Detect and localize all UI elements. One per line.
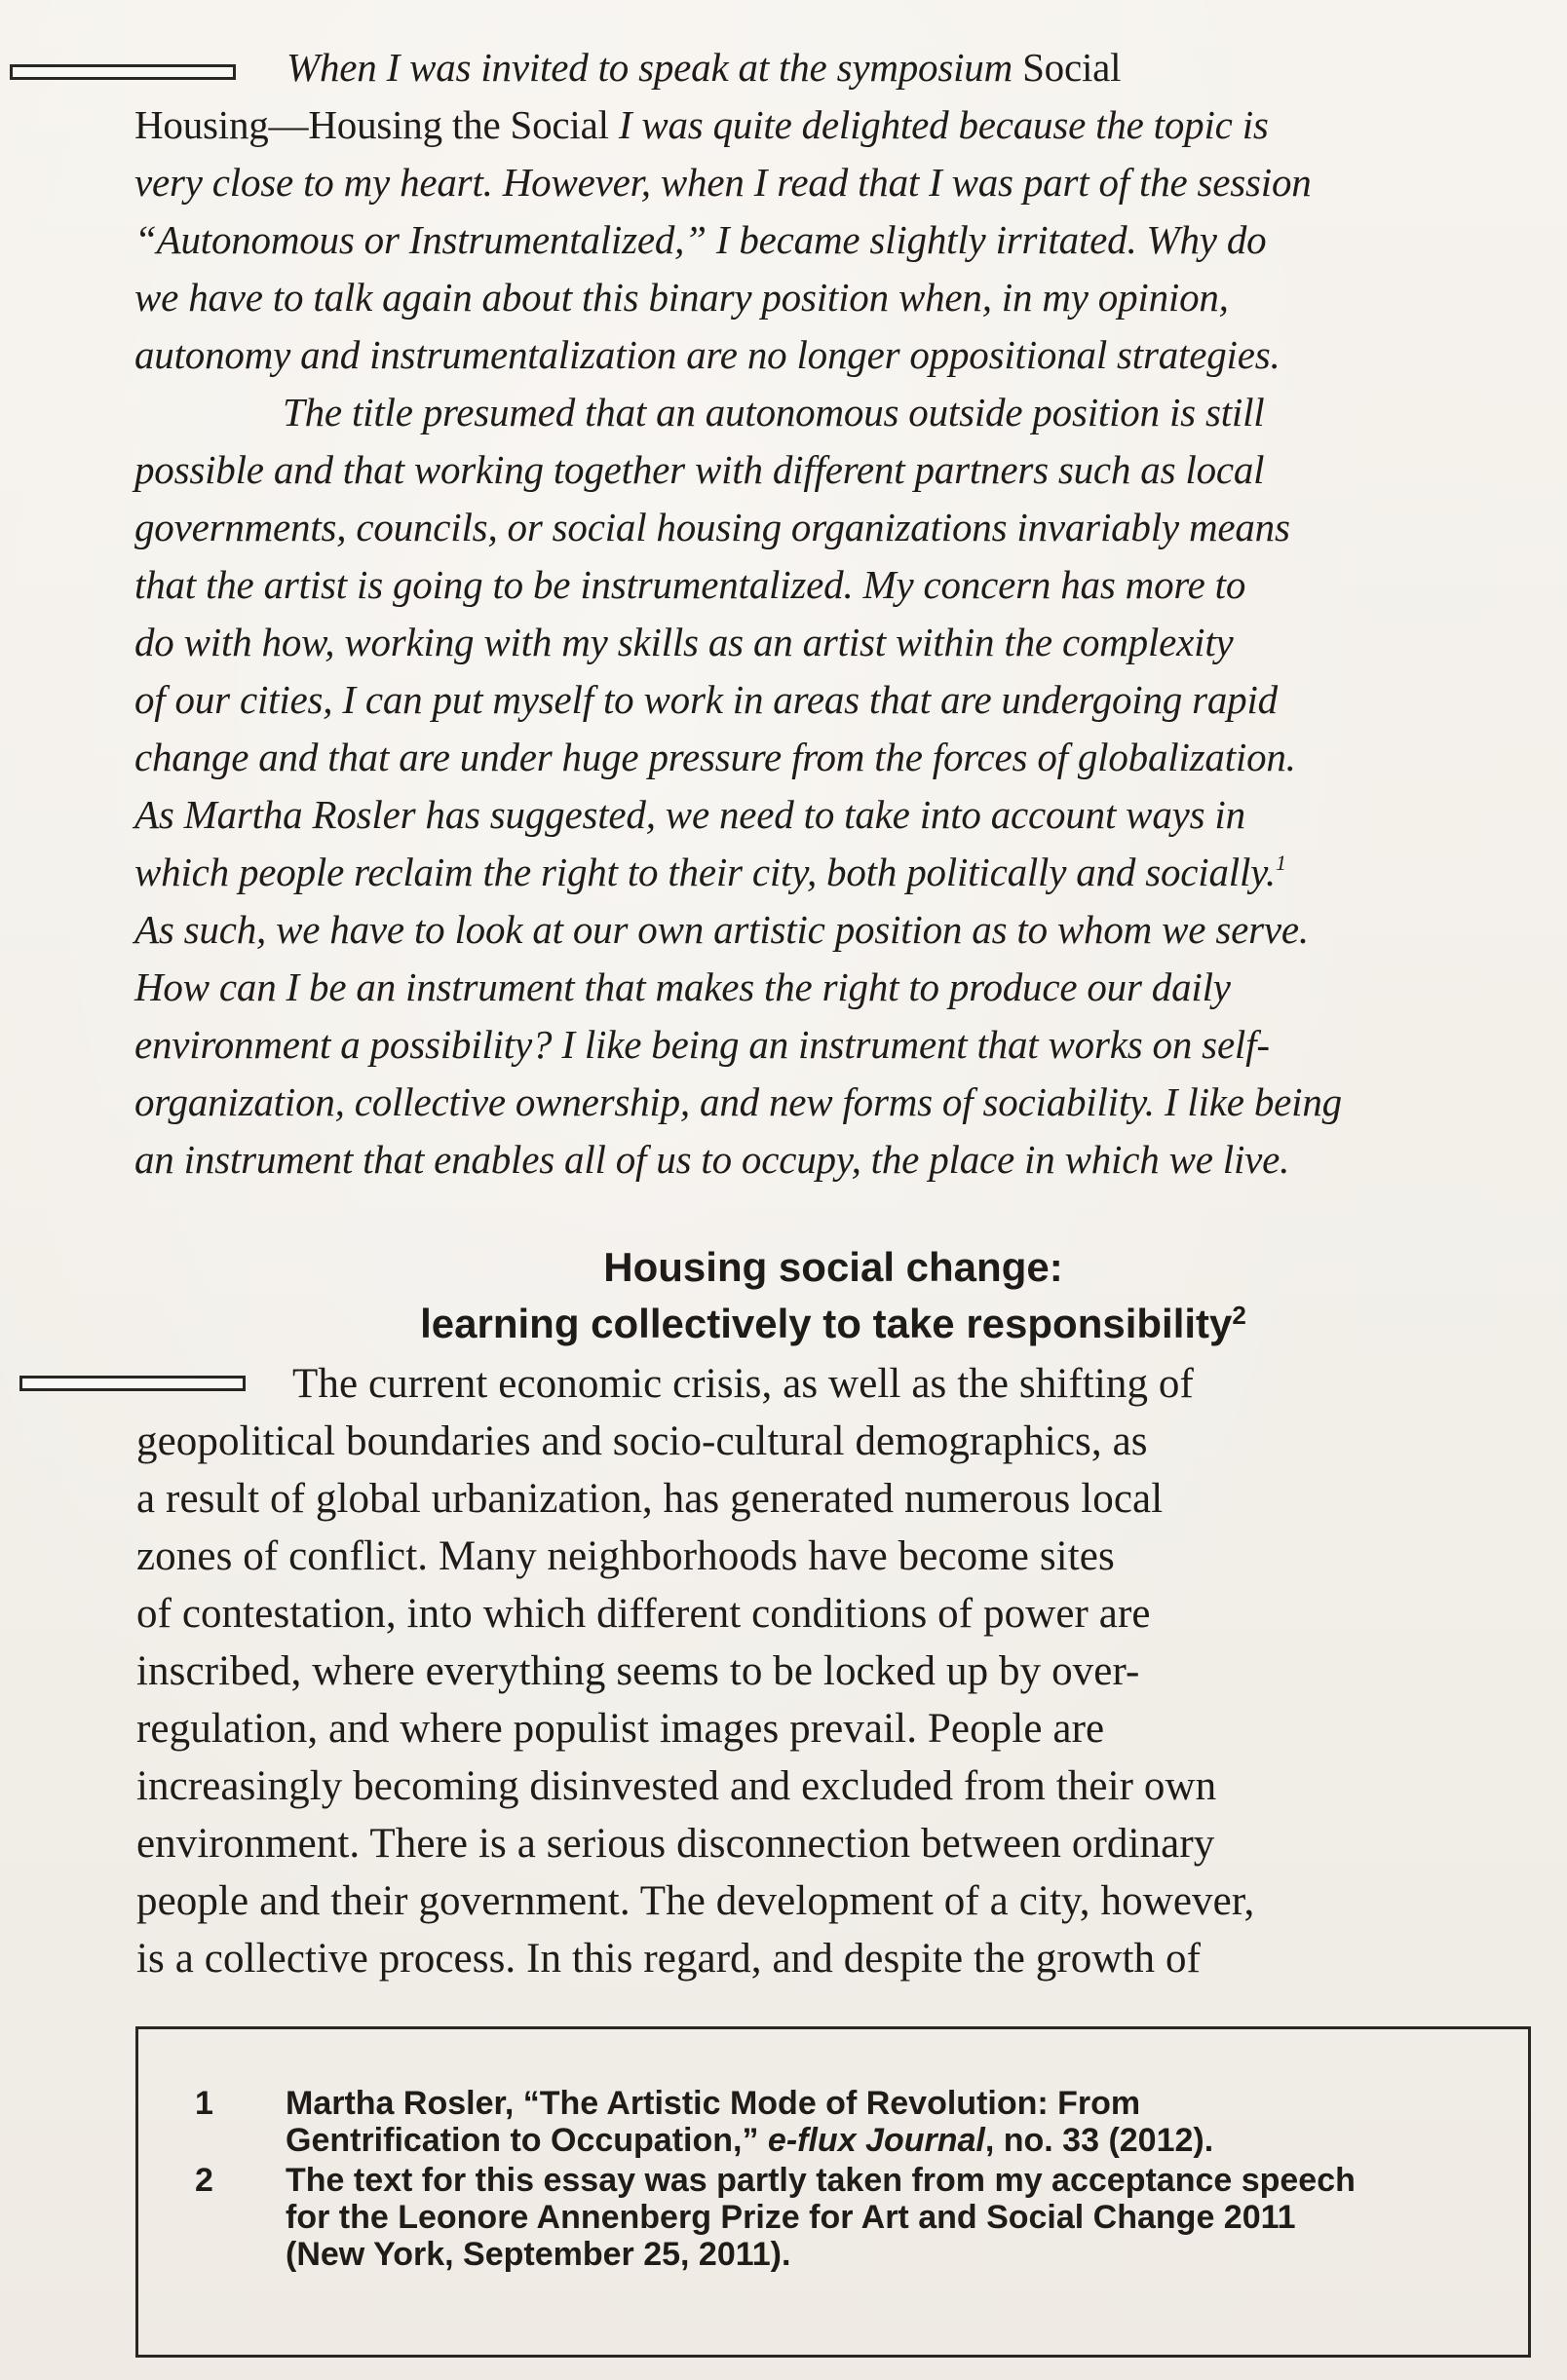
intro-p2-line-3: governments, councils, or social housing organizations invariably means — [134, 505, 1290, 549]
intro-line-1 — [287, 43, 1121, 92]
section-line-9: environment. There is a serious disconnection between ordinary — [136, 1821, 1215, 1867]
section-line-3: a result of global urbanization, has generated numerous local — [136, 1476, 1164, 1522]
intro-p2-line-4: that the artist is going to be instrumentalized. My concern has more to — [134, 562, 1246, 607]
footnote-number-1: 1 — [195, 2085, 213, 2122]
symposium-title-text: Housing—Housing the Social — [134, 102, 619, 147]
intro-line-2 — [134, 100, 1269, 149]
intro-p2-line-6: of our cities, I can put myself to work in areas that are undergoing rapid — [134, 677, 1278, 722]
symposium-title-text: Social — [1022, 45, 1122, 90]
intro-line-3: very close to my heart. However, when I read that I was part of the session — [134, 160, 1312, 205]
footnote-2-line-3: (New York, September 25, 2011). — [286, 2236, 791, 2273]
footnote-number-2: 2 — [195, 2162, 213, 2199]
intro-p2-line-11: How can I be an instrument that makes the right to produce our daily — [134, 964, 1231, 1009]
section-line-2: geopolitical boundaries and socio-cultural demographics, as — [136, 1418, 1148, 1464]
intro-p2-line-2: possible and that working together with different partners such as local — [134, 447, 1265, 492]
section-line-8: increasingly becoming disinvested and excluded from their own — [136, 1763, 1217, 1809]
intro-p2-line-14: an instrument that enables all of us to occupy, the place in which we live. — [134, 1137, 1290, 1182]
section-line-4: zones of conflict. Many neighborhoods have become sites — [136, 1533, 1115, 1579]
section-line-1: The current economic crisis, as well as the shifting of — [292, 1361, 1194, 1407]
footnote-text: Gentrification to Occupation,” — [286, 2122, 768, 2159]
section-line-10: people and their government. The development of a city, however, — [136, 1878, 1255, 1924]
section-heading-line-2 — [0, 1296, 1567, 1352]
footnote-ref-1: 1 — [1275, 850, 1286, 875]
section-line-11: is a collective process. In this regard, and despite the growth of — [136, 1936, 1202, 1982]
intro-text: When I was invited to speak at the symposium — [287, 45, 1023, 90]
intro-text: I was quite delighted because the topic is — [618, 102, 1269, 147]
intro-line-5: we have to talk again about this binary position when, in my opinion, — [134, 275, 1229, 320]
intro-p2-line-12: environment a possibility? I like being an instrument that works on self- — [134, 1022, 1270, 1067]
intro-p2-line-7: change and that are under huge pressure from the forces of globalization. — [134, 735, 1296, 779]
footnote-text: , no. 33 (2012). — [984, 2122, 1214, 2159]
intro-line-6: autonomy and instrumentalization are no longer oppositional strategies. — [134, 332, 1280, 377]
paragraph-marker-bar — [10, 64, 236, 80]
intro-p2-line-5: do with how, working with my skills as an artist within the complexity — [134, 620, 1234, 664]
intro-line-4: “Autonomous or Instrumentalized,” I became slightly irritated. Why do — [134, 217, 1267, 262]
section-heading-text: learning collectively to take responsibility — [420, 1301, 1233, 1346]
journal-title: e-flux Journal — [767, 2122, 985, 2159]
paragraph-marker-bar — [19, 1376, 246, 1391]
footnote-2-line-2: for the Leonore Annenberg Prize for Art and Social Change 2011 — [286, 2199, 1296, 2236]
footnote-1-line-2 — [286, 2122, 1213, 2159]
intro-p2-line-8: As Martha Rosler has suggested, we need to take into account ways in — [134, 792, 1245, 837]
intro-p2-line-1: The title presumed that an autonomous outside position is still — [283, 390, 1265, 434]
section-line-5: of contestation, into which different conditions of power are — [136, 1591, 1151, 1637]
footnote-2-line-1: The text for this essay was partly taken from my acceptance speech — [286, 2162, 1356, 2199]
intro-p2-line-13: organization, collective ownership, and new forms of sociability. I like being — [134, 1079, 1342, 1124]
section-line-7: regulation, and where populist images prevail. People are — [136, 1706, 1105, 1752]
section-line-6: inscribed, where everything seems to be locked up by over- — [136, 1648, 1140, 1694]
intro-text: which people reclaim the right to their city, both politically and socially. — [134, 850, 1276, 894]
footnote-1-line-1: Martha Rosler, “The Artistic Mode of Revolution: From — [286, 2085, 1141, 2122]
intro-p2-line-9 — [134, 848, 1286, 896]
footnote-ref-2: 2 — [1232, 1301, 1246, 1330]
section-heading-line-1: Housing social change: — [603, 1244, 1063, 1290]
intro-p2-line-10: As such, we have to look at our own artistic position as to whom we serve. — [134, 907, 1309, 952]
